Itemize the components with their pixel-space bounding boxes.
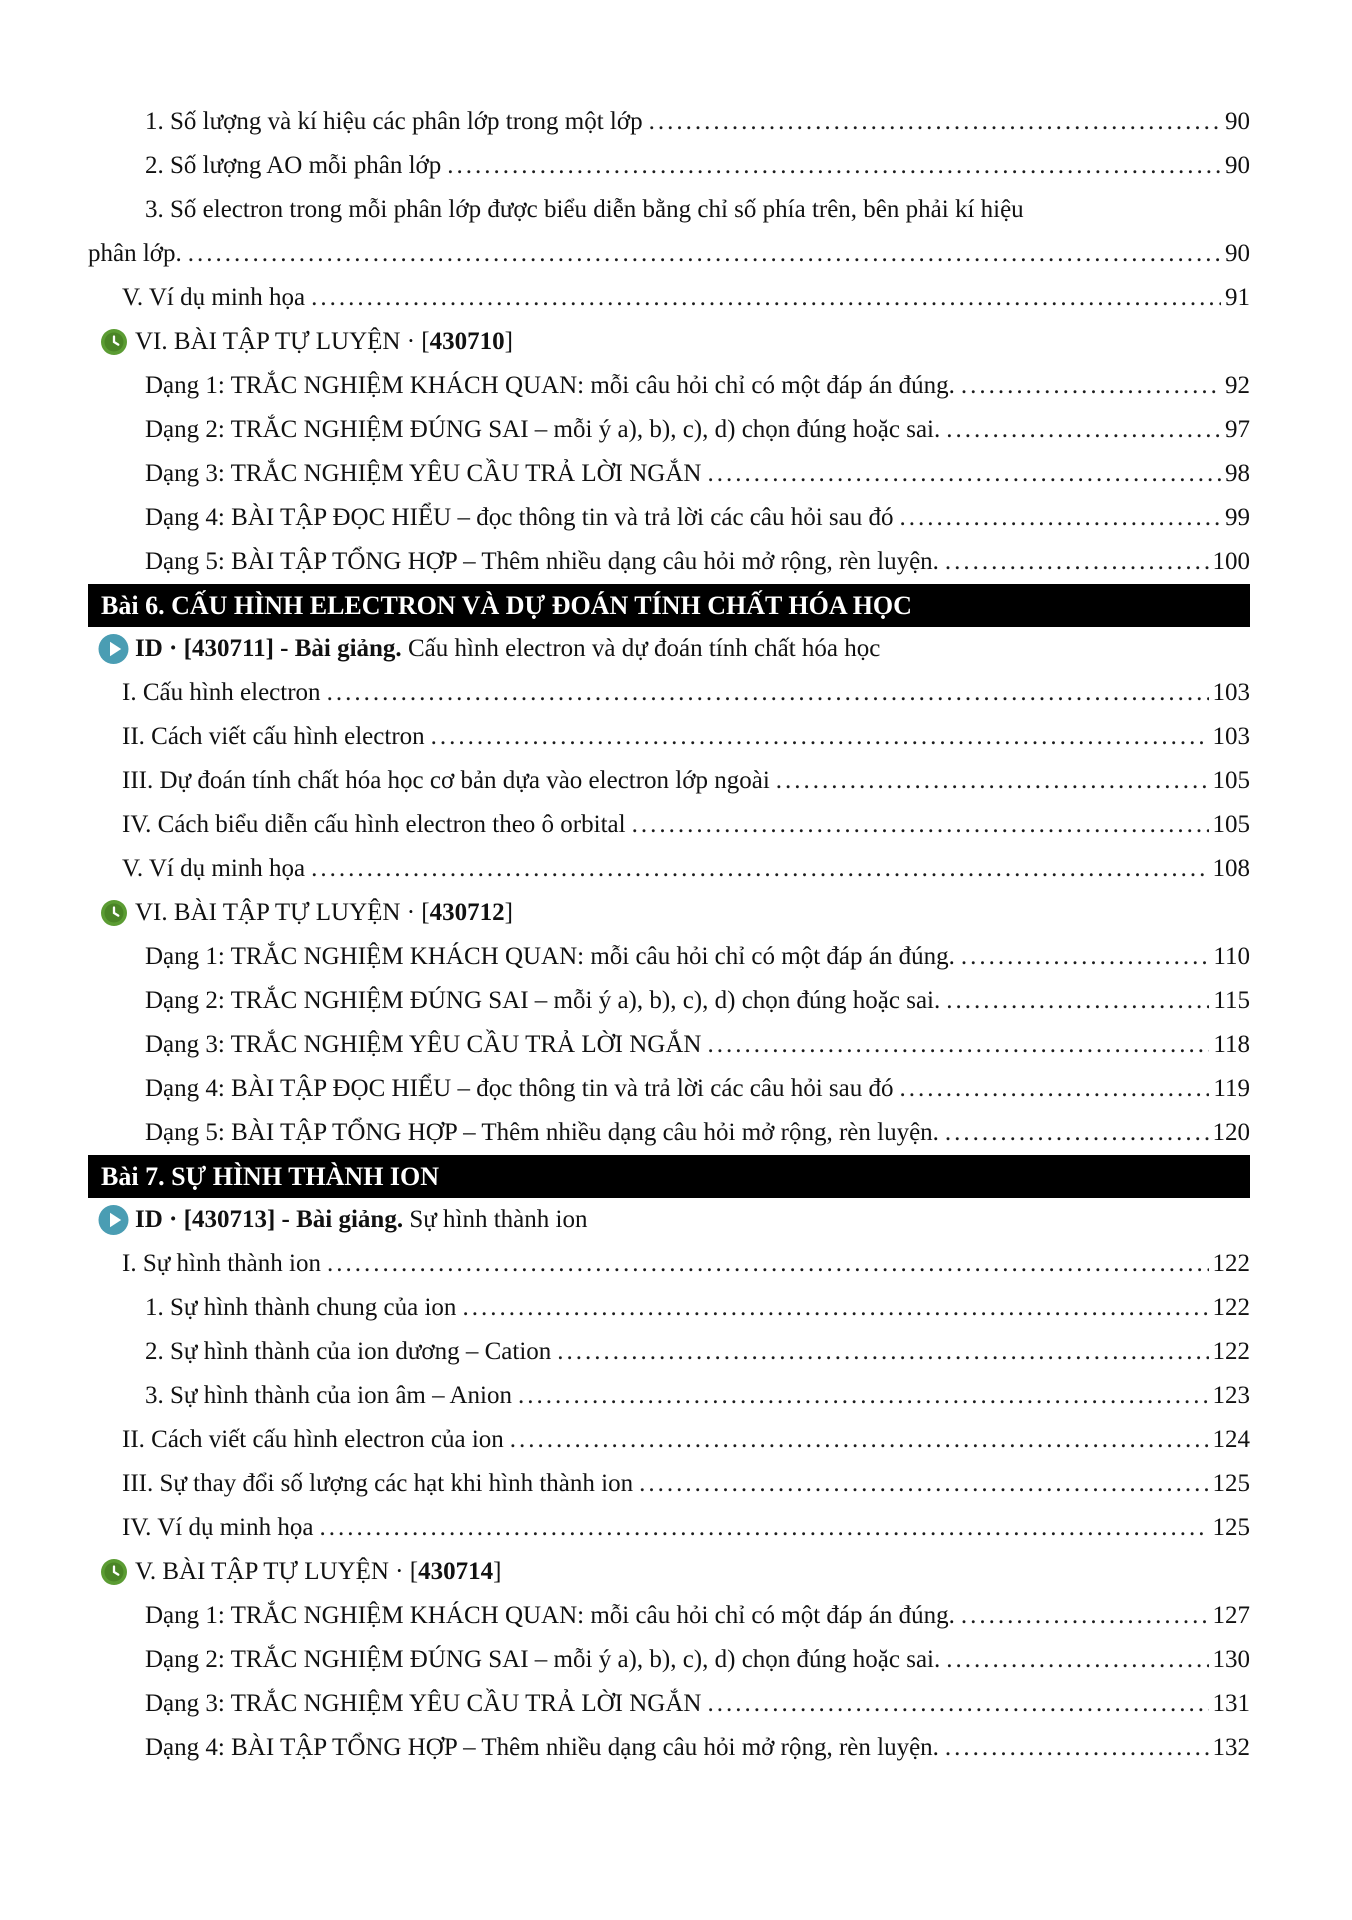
- entry-text: [135, 1198, 587, 1242]
- page-number: 103: [1212, 723, 1250, 750]
- toc-entry: [88, 408, 1250, 452]
- entry-text: [145, 408, 940, 452]
- page-number: 127: [1212, 1602, 1250, 1629]
- page-number: 124: [1212, 1426, 1250, 1453]
- page-number: 122: [1212, 1338, 1250, 1365]
- page-number: 122: [1212, 1294, 1250, 1321]
- dot-leader: [510, 1418, 1209, 1462]
- toc-entry: [88, 1330, 1250, 1374]
- toc-entry: [88, 935, 1250, 979]
- page-number: 123: [1212, 1382, 1250, 1409]
- dot-leader: [518, 1374, 1209, 1418]
- entry-text-segment: IV. Cách biểu diễn cấu hình electron theo ô orbital: [122, 811, 626, 838]
- entry-text-segment: Dạng 3: TRẮC NGHIỆM YÊU CẦU TRẢ LỜI NGẮN: [145, 460, 702, 487]
- dot-leader: [707, 1682, 1208, 1726]
- page-number: 110: [1213, 943, 1250, 970]
- clock-icon: [100, 328, 128, 356]
- page-number: 90: [1225, 240, 1250, 267]
- toc-entry: [88, 144, 1250, 188]
- page-number: 90: [1225, 152, 1250, 179]
- toc-entry: [88, 1550, 1250, 1594]
- page-number: 130: [1212, 1646, 1250, 1673]
- dot-leader: [900, 496, 1222, 540]
- dot-leader: [327, 1242, 1209, 1286]
- entry-text: [122, 671, 321, 715]
- toc-entry: [88, 1682, 1250, 1726]
- page-number: 103: [1212, 679, 1250, 706]
- toc-entry: [88, 1242, 1250, 1286]
- toc-entry: [88, 671, 1250, 715]
- entry-text-segment: Dạng 3: TRẮC NGHIỆM YÊU CẦU TRẢ LỜI NGẮN: [145, 1031, 702, 1058]
- entry-text: [145, 188, 1024, 232]
- entry-text: [145, 935, 955, 979]
- toc-entry: [88, 803, 1250, 847]
- entry-text-segment: 1. Sự hình thành chung của ion: [145, 1294, 457, 1321]
- entry-text-segment: 3. Sự hình thành của ion âm – Anion: [145, 1382, 512, 1409]
- entry-text-segment: ID · [430713] - Bài giảng.: [135, 1206, 404, 1233]
- entry-text: [145, 979, 940, 1023]
- dot-leader: [319, 1506, 1208, 1550]
- page-number: 97: [1225, 416, 1250, 443]
- page-number: 120: [1212, 1119, 1250, 1146]
- entry-text-segment: 430714: [418, 1558, 494, 1585]
- entry-text: [135, 627, 880, 671]
- entry-text: [145, 1023, 701, 1067]
- entry-text-segment: phân lớp.: [88, 240, 182, 267]
- entry-text-segment: VI. BÀI TẬP TỰ LUYỆN · [: [135, 328, 430, 355]
- entry-text: [145, 1330, 551, 1374]
- toc-entry: [88, 1111, 1250, 1155]
- entry-text: [122, 1506, 313, 1550]
- page-number: 118: [1213, 1031, 1250, 1058]
- entry-text-segment: Dạng 2: TRẮC NGHIỆM ĐÚNG SAI – mỗi ý a), b), c), d) chọn đúng hoặc sai.: [145, 1646, 941, 1673]
- dot-leader: [431, 715, 1209, 759]
- chapter-bar: [88, 584, 1250, 627]
- entry-text: [122, 847, 305, 891]
- entry-text: [145, 452, 701, 496]
- entry-text: [145, 1286, 456, 1330]
- chapter-title: Bài 7. SỰ HÌNH THÀNH ION: [101, 1162, 440, 1191]
- dot-leader: [462, 1286, 1208, 1330]
- toc-entry: [88, 100, 1250, 144]
- entry-text: [145, 1067, 894, 1111]
- dot-leader: [961, 364, 1221, 408]
- entry-text: [145, 1111, 939, 1155]
- page-number: 125: [1212, 1514, 1250, 1541]
- entry-text-segment: V. Ví dụ minh họa: [122, 855, 306, 882]
- entry-text: [145, 144, 441, 188]
- entry-text-segment: Dạng 3: TRẮC NGHIỆM YÊU CẦU TRẢ LỜI NGẮN: [145, 1690, 702, 1717]
- dot-leader: [946, 979, 1209, 1023]
- toc-entry: [88, 276, 1250, 320]
- dot-leader: [447, 144, 1221, 188]
- entry-text: [135, 891, 513, 935]
- entry-text-segment: 430712: [429, 899, 505, 926]
- dot-leader: [900, 1067, 1210, 1111]
- page-number: 99: [1225, 504, 1250, 531]
- dot-leader: [945, 540, 1209, 584]
- page-number: 105: [1212, 811, 1250, 838]
- toc-entry: [88, 320, 1250, 364]
- page-number: 91: [1225, 284, 1250, 311]
- toc-entry: [88, 891, 1250, 935]
- clock-icon: [100, 899, 128, 927]
- dot-leader: [311, 847, 1208, 891]
- page-number: 131: [1212, 1690, 1250, 1717]
- entry-text-segment: ]: [504, 328, 513, 355]
- dot-leader: [632, 803, 1209, 847]
- toc-entry: [88, 627, 1250, 671]
- entry-text-segment: 430710: [429, 328, 505, 355]
- entry-text: [88, 232, 182, 276]
- toc-entry: [88, 1462, 1250, 1506]
- toc-entry: [88, 1374, 1250, 1418]
- toc-entry: [88, 540, 1250, 584]
- toc-entry: [88, 715, 1250, 759]
- entry-text: [122, 803, 626, 847]
- entry-text-segment: 2. Sự hình thành của ion dương – Cation: [145, 1338, 552, 1365]
- entry-text-segment: Dạng 4: BÀI TẬP TỔNG HỢP – Thêm nhiều dạng câu hỏi mở rộng, rèn luyện.: [145, 1734, 939, 1761]
- page-number: 92: [1225, 372, 1250, 399]
- toc-entry: [88, 232, 1250, 276]
- dot-leader: [707, 452, 1221, 496]
- entry-text-segment: V. BÀI TẬP TỰ LUYỆN · [: [135, 1558, 419, 1585]
- toc-entry: [88, 979, 1250, 1023]
- dot-leader: [639, 1462, 1208, 1506]
- dot-leader: [946, 408, 1221, 452]
- page-number: 132: [1212, 1734, 1250, 1761]
- entry-text: [122, 759, 770, 803]
- toc-entry: [88, 1023, 1250, 1067]
- entry-text-segment: ID · [430711] - Bài giảng.: [135, 635, 402, 662]
- toc-entry: [88, 759, 1250, 803]
- play-icon: [98, 634, 129, 665]
- chapter-title: Bài 6. CẤU HÌNH ELECTRON VÀ DỰ ĐOÁN TÍNH CHẤT HÓA HỌC: [101, 591, 912, 620]
- toc-entry: [88, 496, 1250, 540]
- entry-text-segment: V. Ví dụ minh họa: [122, 284, 306, 311]
- toc-entry: [88, 1638, 1250, 1682]
- entry-text: [145, 1594, 955, 1638]
- entry-text-segment: Dạng 2: TRẮC NGHIỆM ĐÚNG SAI – mỗi ý a), b), c), d) chọn đúng hoặc sai.: [145, 987, 941, 1014]
- dot-leader: [945, 1111, 1209, 1155]
- page-number: 125: [1212, 1470, 1250, 1497]
- entry-text: [145, 1374, 512, 1418]
- toc-entry: [88, 1506, 1250, 1550]
- entry-text: [145, 540, 939, 584]
- entry-text-segment: 2. Số lượng AO mỗi phân lớp: [145, 152, 442, 179]
- entry-text: [135, 1550, 501, 1594]
- toc-entry: [88, 1067, 1250, 1111]
- toc-entry: [88, 452, 1250, 496]
- entry-text-segment: 3. Số electron trong mỗi phân lớp được biểu diễn bằng chỉ số phía trên, bên phải kí hiệu: [145, 196, 1024, 223]
- toc-entry: [88, 1418, 1250, 1462]
- toc-entry: [88, 1286, 1250, 1330]
- entry-text: [135, 320, 513, 364]
- dot-leader: [557, 1330, 1208, 1374]
- page-number: 98: [1225, 460, 1250, 487]
- toc-entry: [88, 1198, 1250, 1242]
- toc-entry: [88, 364, 1250, 408]
- entry-text-segment: Dạng 5: BÀI TẬP TỔNG HỢP – Thêm nhiều dạng câu hỏi mở rộng, rèn luyện.: [145, 548, 939, 575]
- entry-text: [122, 1462, 633, 1506]
- entry-text-segment: III. Dự đoán tính chất hóa học cơ bản dựa vào electron lớp ngoài: [122, 767, 770, 794]
- dot-leader: [311, 276, 1221, 320]
- entry-text-segment: ]: [493, 1558, 502, 1585]
- entry-text: [145, 364, 955, 408]
- page-number: 108: [1212, 855, 1250, 882]
- entry-text: [145, 1682, 701, 1726]
- chapter-bar: [88, 1155, 1250, 1198]
- entry-text-segment: VI. BÀI TẬP TỰ LUYỆN · [: [135, 899, 430, 926]
- entry-text-segment: I. Cấu hình electron: [122, 679, 321, 706]
- toc-entry: [88, 847, 1250, 891]
- entry-text: [122, 715, 425, 759]
- dot-leader: [961, 1594, 1209, 1638]
- dot-leader: [188, 232, 1221, 276]
- dot-leader: [945, 1726, 1209, 1770]
- entry-text-segment: Dạng 1: TRẮC NGHIỆM KHÁCH QUAN: mỗi câu hỏi chỉ có một đáp án đúng.: [145, 943, 955, 970]
- entry-text: [145, 496, 894, 540]
- dot-leader: [707, 1023, 1209, 1067]
- toc-entry: [88, 188, 1250, 232]
- entry-text-segment: Sự hình thành ion: [403, 1206, 588, 1233]
- page-number: 122: [1212, 1250, 1250, 1277]
- entry-text: [122, 276, 305, 320]
- toc-entry: [88, 1594, 1250, 1638]
- page-number: 100: [1212, 548, 1250, 575]
- dot-leader: [649, 100, 1221, 144]
- entry-text-segment: II. Cách viết cấu hình electron: [122, 723, 425, 750]
- entry-text-segment: III. Sự thay đổi số lượng các hạt khi hình thành ion: [122, 1470, 634, 1497]
- dot-leader: [961, 935, 1210, 979]
- dot-leader: [327, 671, 1209, 715]
- table-of-contents: [88, 100, 1250, 1770]
- play-icon: [98, 1205, 129, 1236]
- entry-text-segment: II. Cách viết cấu hình electron của ion: [122, 1426, 504, 1453]
- entry-text-segment: Dạng 5: BÀI TẬP TỔNG HỢP – Thêm nhiều dạng câu hỏi mở rộng, rèn luyện.: [145, 1119, 939, 1146]
- entry-text-segment: Dạng 4: BÀI TẬP ĐỌC HIỂU – đọc thông tin và trả lời các câu hỏi sau đó: [145, 504, 894, 531]
- entry-text-segment: Cấu hình electron và dự đoán tính chất hóa học: [401, 635, 881, 662]
- entry-text: [122, 1242, 321, 1286]
- entry-text-segment: Dạng 1: TRẮC NGHIỆM KHÁCH QUAN: mỗi câu hỏi chỉ có một đáp án đúng.: [145, 372, 955, 399]
- entry-text-segment: IV. Ví dụ minh họa: [122, 1514, 314, 1541]
- dot-leader: [776, 759, 1209, 803]
- entry-text-segment: ]: [504, 899, 513, 926]
- entry-text-segment: Dạng 2: TRẮC NGHIỆM ĐÚNG SAI – mỗi ý a), b), c), d) chọn đúng hoặc sai.: [145, 416, 941, 443]
- page-number: 105: [1212, 767, 1250, 794]
- clock-icon: [100, 1558, 128, 1586]
- page-number: 119: [1213, 1075, 1250, 1102]
- dot-leader: [946, 1638, 1208, 1682]
- entry-text: [122, 1418, 504, 1462]
- page-number: 115: [1213, 987, 1250, 1014]
- entry-text-segment: 1. Số lượng và kí hiệu các phân lớp trong một lớp: [145, 108, 643, 135]
- entry-text-segment: Dạng 4: BÀI TẬP ĐỌC HIỂU – đọc thông tin và trả lời các câu hỏi sau đó: [145, 1075, 894, 1102]
- entry-text: [145, 100, 643, 144]
- toc-entry: [88, 1726, 1250, 1770]
- entry-text-segment: Dạng 1: TRẮC NGHIỆM KHÁCH QUAN: mỗi câu hỏi chỉ có một đáp án đúng.: [145, 1602, 955, 1629]
- entry-text: [145, 1726, 939, 1770]
- page-number: 90: [1225, 108, 1250, 135]
- entry-text-segment: I. Sự hình thành ion: [122, 1250, 321, 1277]
- entry-text: [145, 1638, 940, 1682]
